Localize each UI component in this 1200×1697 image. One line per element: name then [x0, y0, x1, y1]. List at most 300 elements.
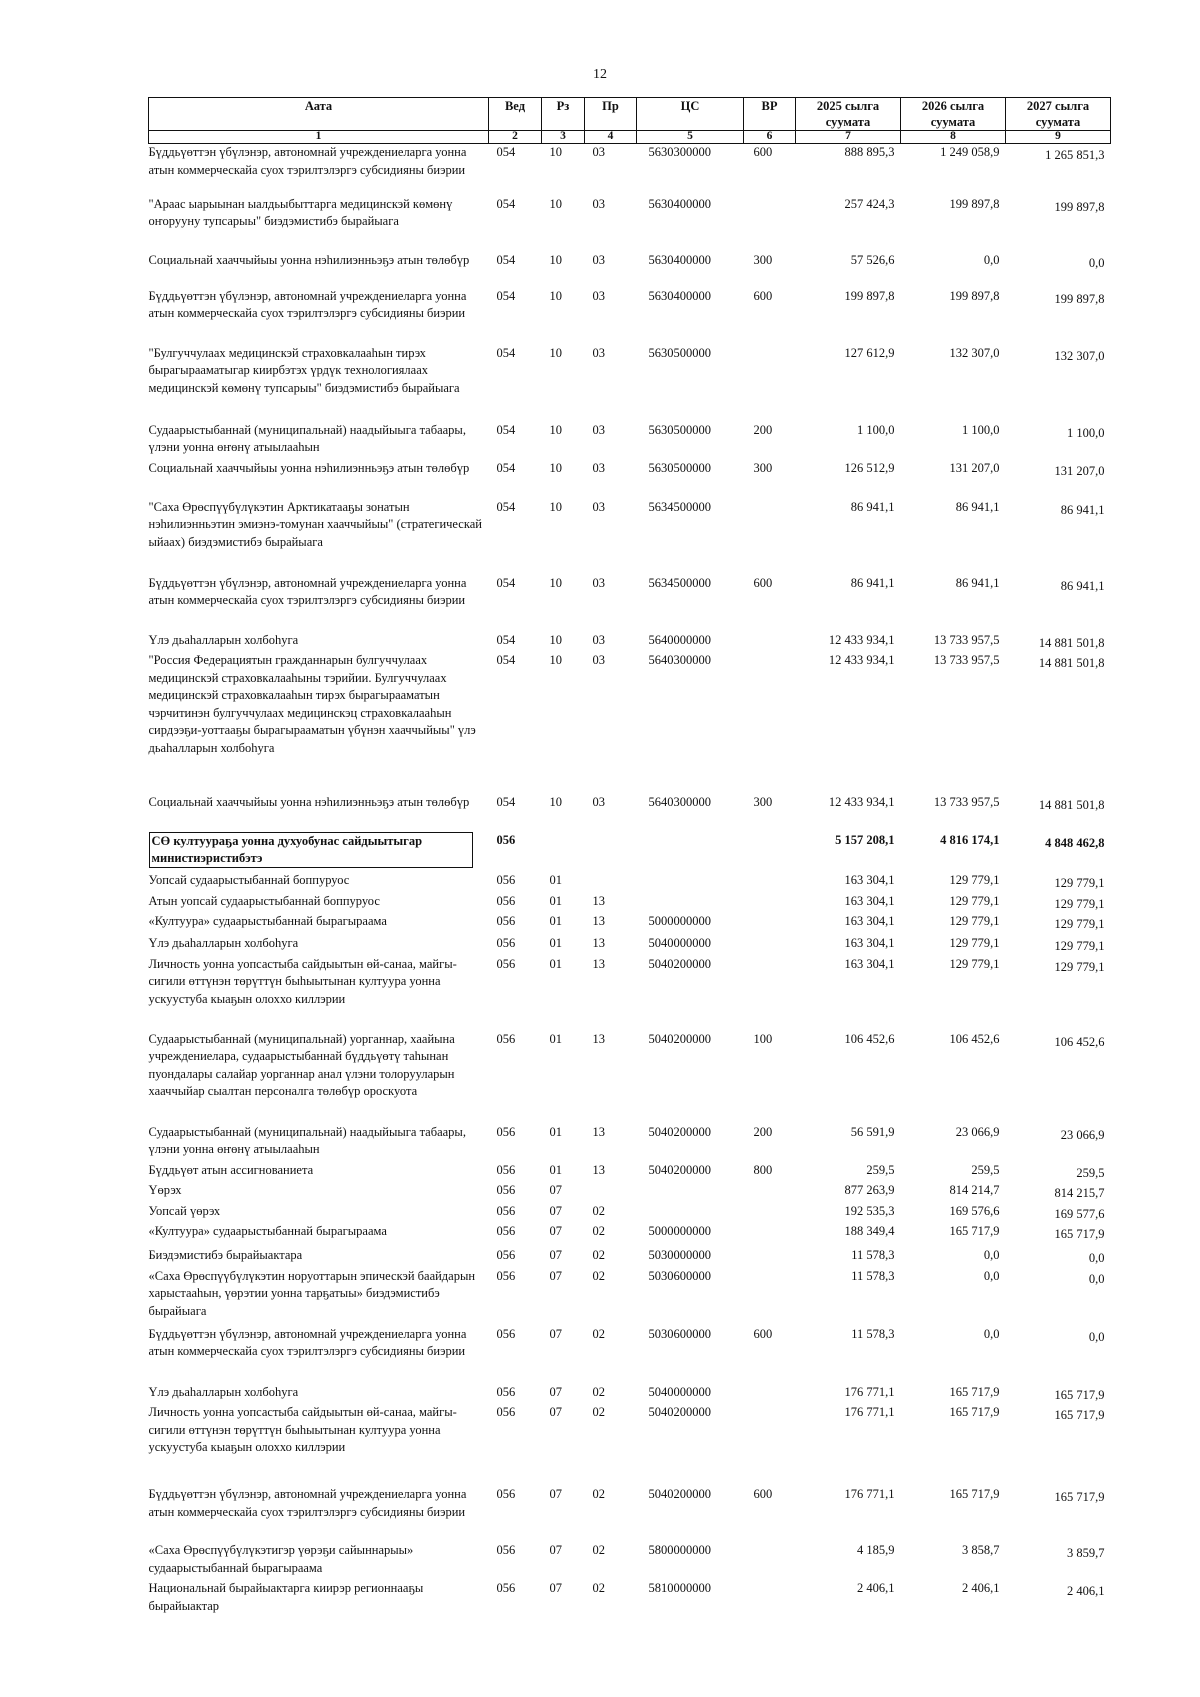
row-amount-2027: 165 717,9 [1054, 1387, 1105, 1402]
row-amount-2027: 129 779,1 [1054, 917, 1105, 931]
row-ved: 054 [496, 145, 516, 159]
table-header [149, 98, 1111, 144]
row-amount-2027: 814 215,7 [1054, 1186, 1105, 1200]
row-ved: 054 [496, 196, 516, 211]
row-rz: 07 [549, 1581, 562, 1595]
row-cs: 5630300000 [648, 145, 711, 159]
row-amount-2027: 0,0 [1088, 1271, 1105, 1286]
row-amount-2025: 127 612,9 [844, 345, 895, 360]
row-amount-2026: 0,0 [983, 1268, 1000, 1283]
row-rz: 01 [549, 936, 562, 950]
row-amount-2027: 0,0 [1088, 1329, 1105, 1344]
row-pr: 13 [592, 914, 605, 928]
row-amount-2025: 11 578,3 [851, 1326, 895, 1341]
row-ved: 054 [496, 422, 516, 437]
row-name: Судаарыстыбаннай (муниципальнай) наадыйыыга табаары, үлэни уонна өҥөнү атыылааһын [148, 422, 466, 454]
table-row [149, 288, 1111, 345]
row-rz: 07 [549, 1487, 562, 1501]
row-amount-2027: 131 207,0 [1054, 463, 1105, 478]
row-amount-2027: 3 859,7 [1067, 1546, 1105, 1560]
row-amount-2027: 0,0 [1088, 1251, 1105, 1265]
table-row [149, 1384, 1111, 1405]
row-amount-2025: 176 771,1 [844, 1405, 895, 1419]
row-amount-2025: 176 771,1 [844, 1487, 895, 1501]
row-name: Личность уонна уопсастыба сайдыытын өй-санаа, майгы-сигили өттүнэн төрүттүн быһыытынан култуура уонна ускуустуба кыаҕын олоххо киллэрии [148, 956, 457, 1006]
row-vr: 300 [753, 252, 773, 267]
row-amount-2025: 176 771,1 [844, 1384, 895, 1399]
row-rz: 07 [549, 1183, 562, 1197]
row-rz: 07 [549, 1203, 562, 1218]
table-row [149, 575, 1111, 632]
row-pr: 13 [592, 936, 605, 950]
row-cs: 5040200000 [648, 1031, 711, 1046]
table-row [149, 422, 1111, 460]
row-pr: 02 [592, 1581, 605, 1595]
row-rz: 01 [549, 914, 562, 928]
row-vr [744, 1542, 796, 1580]
row-pr: 13 [592, 1031, 605, 1046]
row-name: Үлэ дьаһалларын холбоһуга [148, 936, 299, 950]
table-row [149, 1031, 1111, 1124]
row-amount-2026: 86 941,1 [955, 575, 1000, 590]
row-name: "Россия Федерациятын гражданнарын булгуччулаах медицинскэй страховкалааһыны тэрийии. Булгуччулаах медицинскэй страховкалааһын тирэх бырагырааматын чэрчитинэн булгуччулаах медицинскэц страховкалааһын сирдээҕи-уоттааҕы бырагырааматын үбүнэн хааччыйыы" үлэ дьаһалларын холбоһуга [148, 653, 476, 755]
row-amount-2025: 12 433 934,1 [828, 653, 895, 667]
row-amount-2027: 86 941,1 [1060, 502, 1105, 517]
budget-table [148, 97, 1111, 1618]
row-ved: 056 [496, 1162, 516, 1177]
ministry-total-row [149, 832, 1111, 872]
row-vr: 200 [753, 1124, 773, 1139]
row-amount-2026: 814 214,7 [949, 1183, 1000, 1197]
row-rz: 10 [549, 252, 562, 267]
row-amount-2026: 165 717,9 [949, 1384, 1000, 1399]
row-ved: 054 [496, 575, 516, 590]
row-vr [744, 652, 796, 794]
table-row [149, 1326, 1111, 1384]
table-row [149, 1542, 1111, 1580]
row-ved: 056 [496, 1183, 516, 1197]
row-rz: 10 [549, 422, 562, 437]
row-cs: 5800000000 [648, 1543, 711, 1557]
table-row [149, 1580, 1111, 1618]
row-amount-2027: 199 897,8 [1054, 199, 1105, 214]
row-amount-2027: 165 717,9 [1054, 1490, 1105, 1504]
row-amount-2025: 163 304,1 [844, 956, 895, 971]
row-amount-2026: 259,5 [971, 1162, 1000, 1177]
row-rz: 10 [549, 653, 562, 667]
row-amount-2027: 14 881 501,8 [1038, 656, 1105, 670]
row-name: Уопсай үөрэх [148, 1203, 221, 1218]
row-vr: 200 [753, 422, 773, 437]
row-name: Судаарыстыбаннай (муниципальнай) наадыйыыга табаары, үлэни уонна өҥөнү атыылааһын [148, 1124, 466, 1156]
row-cs: 5040200000 [648, 956, 711, 971]
row-ved: 056 [496, 1124, 516, 1139]
row-amount-2025: 163 304,1 [844, 936, 895, 950]
row-amount-2025: 257 424,3 [844, 196, 895, 211]
row-cs: 5634500000 [648, 575, 711, 590]
row-pr: 03 [592, 288, 605, 303]
row-ved: 056 [496, 1581, 516, 1595]
row-cs: 5030600000 [648, 1268, 711, 1283]
row-ved: 056 [496, 1487, 516, 1501]
row-amount-2026: 199 897,8 [949, 196, 1000, 211]
row-pr: 02 [592, 1326, 605, 1341]
row-amount-2026: 3 858,7 [962, 1543, 1000, 1557]
row-ved: 056 [496, 873, 516, 887]
row-vr [744, 1182, 796, 1203]
row-amount-2025: 163 304,1 [844, 914, 895, 928]
row-cs [637, 832, 744, 872]
row-amount-2026: 1 249 058,9 [940, 145, 1000, 159]
row-rz: 10 [549, 196, 562, 211]
row-amount-2027: 23 066,9 [1060, 1127, 1105, 1142]
row-cs: 5630400000 [648, 288, 711, 303]
row-amount-2025: 126 512,9 [844, 460, 895, 475]
row-name: Бүддьүөттэн үбүлэнэр, автономнай учреждениеларга уонна атын коммерческайа суох тэрилтэлэргэ субсидияны биэрии [148, 145, 467, 177]
row-ved: 056 [496, 956, 516, 971]
table-row [149, 1182, 1111, 1203]
row-pr: 03 [592, 252, 605, 267]
row-ved: 054 [496, 795, 516, 809]
row-pr [585, 872, 637, 893]
table-row [149, 1247, 1111, 1268]
row-pr: 03 [592, 422, 605, 437]
row-amount-2026: 129 779,1 [949, 936, 1000, 950]
row-amount-2027: 199 897,8 [1054, 291, 1105, 306]
row-rz: 10 [549, 460, 562, 475]
page-number: 12 [593, 67, 607, 82]
table-row [149, 956, 1111, 1031]
row-amount-2026: 106 452,6 [949, 1031, 1000, 1046]
row-pr: 02 [592, 1543, 605, 1557]
table-row [149, 1486, 1111, 1542]
row-vr [744, 1268, 796, 1326]
row-pr: 13 [592, 956, 605, 971]
row-rz: 10 [549, 345, 562, 360]
row-vr: 600 [753, 575, 773, 590]
row-ved: 056 [496, 936, 516, 950]
row-amount-2025: 2 406,1 [857, 1581, 895, 1595]
row-rz: 01 [549, 956, 562, 971]
row-vr [744, 1247, 796, 1268]
row-cs: 5030600000 [648, 1326, 711, 1341]
row-pr: 13 [592, 893, 605, 908]
row-cs: 5810000000 [648, 1581, 711, 1595]
row-name: Личность уонна уопсастыба сайдыытын өй-санаа, майгы-сигили өттүнэн төрүттүн быһыытынан култуура уонна ускуустуба кыаҕын олоххо киллэрии [148, 1405, 457, 1454]
table-row [149, 1162, 1111, 1183]
row-amount-2027: 1 100,0 [1067, 425, 1105, 440]
row-amount-2026: 1 100,0 [962, 422, 1000, 437]
table-row [149, 196, 1111, 252]
row-cs: 5640300000 [648, 653, 711, 667]
table-body [149, 144, 1111, 1619]
row-amount-2025: 877 263,9 [844, 1183, 895, 1197]
header-2026: 2026 сылга суумата [901, 98, 1006, 131]
row-pr: 02 [592, 1384, 605, 1399]
row-cs: 5040200000 [648, 1124, 711, 1139]
row-cs: 5640000000 [648, 632, 711, 647]
row-name-boxed: СӨ култуураҕа уонна духуобунас сайдыытыгар министиэристибэтэ [149, 832, 473, 868]
row-amount-2027: 129 779,1 [1054, 959, 1105, 974]
row-pr: 13 [592, 1124, 605, 1139]
table-row [149, 632, 1111, 653]
row-rz: 10 [549, 632, 562, 647]
row-name: Бүддьүөт атын ассигнованиета [148, 1162, 314, 1177]
row-pr: 03 [592, 145, 605, 159]
row-amount-2025: 86 941,1 [850, 575, 895, 590]
row-pr: 13 [592, 1162, 605, 1177]
row-name: «Саха Өрөспүүбүлүкэтин норуоттарын эпическэй баайдарын харыстааһын, үөрэтии уонна тарҕатыы» биэдэмистибэ бырайыага [148, 1268, 476, 1318]
row-amount-2027: 14 881 501,8 [1038, 635, 1105, 650]
row-rz: 10 [549, 145, 562, 159]
row-name: Бүддьүөттэн үбүлэнэр, автономнай учреждениеларга уонна атын коммерческайа суох тэрилтэлэргэ субсидияны биэрии [148, 288, 467, 320]
row-pr: 03 [592, 575, 605, 590]
row-pr: 02 [592, 1248, 605, 1262]
row-amount-2026: 4 816 174,1 [940, 833, 1000, 847]
row-name: Атын уопсай судаарыстыбаннай боппуруос [148, 893, 380, 908]
row-vr [744, 1404, 796, 1486]
row-ved: 054 [496, 653, 516, 667]
row-amount-2026: 23 066,9 [955, 1124, 1000, 1139]
row-vr [744, 893, 796, 914]
row-vr: 600 [753, 1487, 773, 1501]
table-row [149, 1268, 1111, 1326]
row-amount-2026: 13 733 957,5 [933, 632, 1000, 647]
row-vr [744, 345, 796, 422]
row-cs: 5030000000 [648, 1248, 711, 1262]
row-vr [744, 935, 796, 956]
row-amount-2026: 2 406,1 [962, 1581, 1000, 1595]
table-row [149, 1124, 1111, 1162]
row-amount-2025: 199 897,8 [844, 288, 895, 303]
row-cs: 5000000000 [648, 1224, 711, 1238]
row-amount-2025: 259,5 [866, 1162, 895, 1177]
row-name: Судаарыстыбаннай (муниципальнай) уорганнар, хаайына учреждениелара, судаарыстыбаннай бүддьүөтү таһынан пуондалары салайар уорганнар анал үлэни толорууларын хааччыйар сыалтан персоналга төлөбүр ороскуота [148, 1031, 455, 1098]
table-row [149, 794, 1111, 832]
row-cs [637, 893, 744, 914]
row-name: Уопсай судаарыстыбаннай боппуруос [148, 873, 350, 887]
row-vr: 300 [753, 795, 773, 809]
row-name: Национальнай бырайыактарга киирэр регионнааҕы бырайыактар [148, 1581, 424, 1613]
row-vr: 600 [753, 1326, 773, 1341]
row-name: Үөрэх [148, 1183, 182, 1197]
row-rz: 07 [549, 1268, 562, 1283]
header-name: Аата [149, 98, 489, 131]
row-amount-2026: 13 733 957,5 [933, 795, 1000, 809]
row-vr [744, 872, 796, 893]
row-amount-2026: 13 733 957,5 [933, 653, 1000, 667]
row-cs: 5040200000 [648, 1405, 711, 1419]
row-cs: 5630500000 [648, 422, 711, 437]
row-vr [744, 196, 796, 252]
row-pr: 02 [592, 1224, 605, 1238]
row-amount-2025: 12 433 934,1 [828, 795, 895, 809]
row-amount-2026: 0,0 [983, 252, 1000, 267]
row-rz: 07 [549, 1405, 562, 1419]
column-number: 3 [542, 131, 585, 144]
row-ved: 054 [496, 288, 516, 303]
row-pr: 03 [592, 196, 605, 211]
row-cs [637, 872, 744, 893]
row-pr [585, 1182, 637, 1203]
row-name: Социальнай хааччыйыы уонна нэһилиэнньэҕэ атын төлөбүр [148, 460, 470, 475]
table-row [149, 913, 1111, 935]
row-vr [744, 1580, 796, 1618]
row-name: «Култуура» судаарыстыбаннай бырагыраама [148, 914, 387, 928]
row-pr: 02 [592, 1268, 605, 1283]
row-ved: 056 [496, 1248, 516, 1262]
header-cs: ЦС [637, 98, 744, 131]
row-vr [744, 632, 796, 653]
row-amount-2027: 0,0 [1088, 255, 1105, 270]
table-row [149, 345, 1111, 422]
column-number: 9 [1006, 131, 1111, 144]
row-amount-2027: 129 779,1 [1054, 896, 1105, 911]
row-amount-2026: 129 779,1 [949, 956, 1000, 971]
row-amount-2026: 129 779,1 [949, 873, 1000, 887]
table-row [149, 252, 1111, 288]
row-ved: 056 [496, 914, 516, 928]
row-vr [744, 499, 796, 575]
row-ved: 054 [496, 499, 516, 514]
row-cs: 5630400000 [648, 252, 711, 267]
column-number: 8 [901, 131, 1006, 144]
row-vr [744, 1203, 796, 1224]
row-cs: 5630500000 [648, 345, 711, 360]
row-pr: 03 [592, 460, 605, 475]
row-vr: 600 [753, 145, 773, 159]
row-cs: 5634500000 [648, 499, 711, 514]
column-number: 7 [796, 131, 901, 144]
row-name: Социальнай хааччыйыы уонна нэһилиэнньэҕэ атын төлөбүр [148, 795, 470, 809]
row-amount-2025: 11 578,3 [851, 1248, 895, 1262]
row-ved: 056 [496, 1031, 516, 1046]
row-name: "Араас ыарыынан ыалдьыбыттарга медицинскэй көмөнү оҥорууну тупсарыы" биэдэмистибэ бырайыага [148, 196, 453, 228]
column-number: 1 [149, 131, 489, 144]
row-ved: 056 [496, 1384, 516, 1399]
row-amount-2026: 129 779,1 [949, 914, 1000, 928]
row-amount-2026: 131 207,0 [949, 460, 1000, 475]
row-name: Бүддьүөттэн үбүлэнэр, автономнай учреждениеларга уонна атын коммерческайа суох тэрилтэлэргэ субсидияны биэрии [148, 1487, 467, 1519]
row-pr: 02 [592, 1487, 605, 1501]
row-name: "Саха Өрөспүүбүлүкэтин Арктикатааҕы зонатын нэһилиэнньэтин эмиэнэ-томунан хааччыйыы" (стратегическай ыйаах) биэдэмистибэ бырайыага [148, 499, 482, 549]
row-amount-2025: 1 100,0 [857, 422, 895, 437]
row-amount-2026: 199 897,8 [949, 288, 1000, 303]
row-rz [542, 832, 585, 872]
table-row [149, 460, 1111, 499]
row-amount-2027: 129 779,1 [1054, 939, 1105, 953]
row-rz: 07 [549, 1326, 562, 1341]
row-vr: 600 [753, 288, 773, 303]
row-amount-2025: 56 591,9 [850, 1124, 895, 1139]
row-amount-2027: 1 265 851,3 [1045, 148, 1105, 162]
row-pr: 02 [592, 1203, 605, 1218]
row-cs: 5630500000 [648, 460, 711, 475]
row-pr: 03 [592, 499, 605, 514]
row-pr: 03 [592, 653, 605, 667]
row-rz: 01 [549, 873, 562, 887]
header-2027: 2027 сылга суумата [1006, 98, 1111, 131]
row-amount-2025: 163 304,1 [844, 893, 895, 908]
row-vr [744, 956, 796, 1031]
row-vr: 800 [753, 1162, 773, 1177]
row-name: «Саха Өрөспүүбүлүкэтигэр үөрэҕи сайыннарыы» судаарыстыбаннай бырагыраама [148, 1543, 414, 1575]
row-rz: 07 [549, 1248, 562, 1262]
table-row [149, 652, 1111, 794]
row-cs: 5040200000 [648, 1487, 711, 1501]
row-vr [744, 1223, 796, 1247]
row-ved: 054 [496, 632, 516, 647]
row-cs: 5040000000 [648, 936, 711, 950]
column-number: 6 [744, 131, 796, 144]
row-rz: 10 [549, 499, 562, 514]
row-name: "Булгуччулаах медицинскэй страховкалааһын тирэх бырагырааматыгар киирбэтэх үрдүк технологиялаах медицинскэй көмөнү тупсарыы" биэдэмистибэ бырайыага [148, 345, 460, 395]
row-pr: 03 [592, 345, 605, 360]
row-vr [744, 1384, 796, 1405]
row-ved: 054 [496, 252, 516, 267]
row-amount-2027: 165 717,9 [1054, 1227, 1105, 1241]
row-rz: 10 [549, 795, 562, 809]
row-cs: 5630400000 [648, 196, 711, 211]
row-vr: 100 [753, 1031, 773, 1046]
row-amount-2025: 188 349,4 [844, 1224, 895, 1238]
header-2025: 2025 сылга суумата [796, 98, 901, 131]
row-amount-2026: 129 779,1 [949, 893, 1000, 908]
row-amount-2027: 165 717,9 [1054, 1408, 1105, 1422]
table-row [149, 1203, 1111, 1224]
row-amount-2026: 0,0 [983, 1326, 1000, 1341]
header-ved: Вед [489, 98, 542, 131]
row-ved: 056 [496, 1405, 516, 1419]
row-amount-2027: 2 406,1 [1067, 1584, 1105, 1598]
row-amount-2026: 165 717,9 [949, 1224, 1000, 1238]
row-rz: 07 [549, 1543, 562, 1557]
row-name [149, 832, 489, 872]
row-amount-2026: 132 307,0 [949, 345, 1000, 360]
row-vr [744, 913, 796, 935]
row-rz: 10 [549, 575, 562, 590]
row-amount-2026: 165 717,9 [949, 1405, 1000, 1419]
table-row [149, 872, 1111, 893]
row-name: «Култуура» судаарыстыбаннай бырагыраама [148, 1224, 387, 1238]
row-pr [585, 832, 637, 872]
table-row [149, 893, 1111, 914]
row-rz: 07 [549, 1384, 562, 1399]
header-rz: Рз [542, 98, 585, 131]
row-pr: 02 [592, 1405, 605, 1419]
row-amount-2026: 86 941,1 [955, 499, 1000, 514]
column-number: 2 [489, 131, 542, 144]
row-amount-2025: 888 895,3 [844, 145, 895, 159]
row-amount-2027: 106 452,6 [1054, 1034, 1105, 1049]
row-amount-2025: 5 157 208,1 [835, 833, 895, 847]
row-name: Биэдэмистибэ бырайыактара [148, 1248, 303, 1262]
row-name: Социальнай хааччыйыы уонна нэһилиэнньэҕэ атын төлөбүр [148, 252, 470, 267]
row-amount-2025: 163 304,1 [844, 873, 895, 887]
table-row [149, 1223, 1111, 1247]
row-amount-2027: 169 577,6 [1054, 1206, 1105, 1221]
table-row [149, 1404, 1111, 1486]
row-amount-2026: 0,0 [983, 1248, 1000, 1262]
row-ved: 056 [496, 1326, 516, 1341]
row-ved: 056 [496, 1543, 516, 1557]
row-cs: 5040200000 [648, 1162, 711, 1177]
row-ved: 056 [496, 1268, 516, 1283]
row-name: Үлэ дьаһалларын холбоһуга [148, 632, 299, 647]
row-name: Үлэ дьаһалларын холбоһуга [148, 1384, 299, 1399]
row-amount-2025: 11 578,3 [851, 1268, 895, 1283]
row-amount-2025: 106 452,6 [844, 1031, 895, 1046]
